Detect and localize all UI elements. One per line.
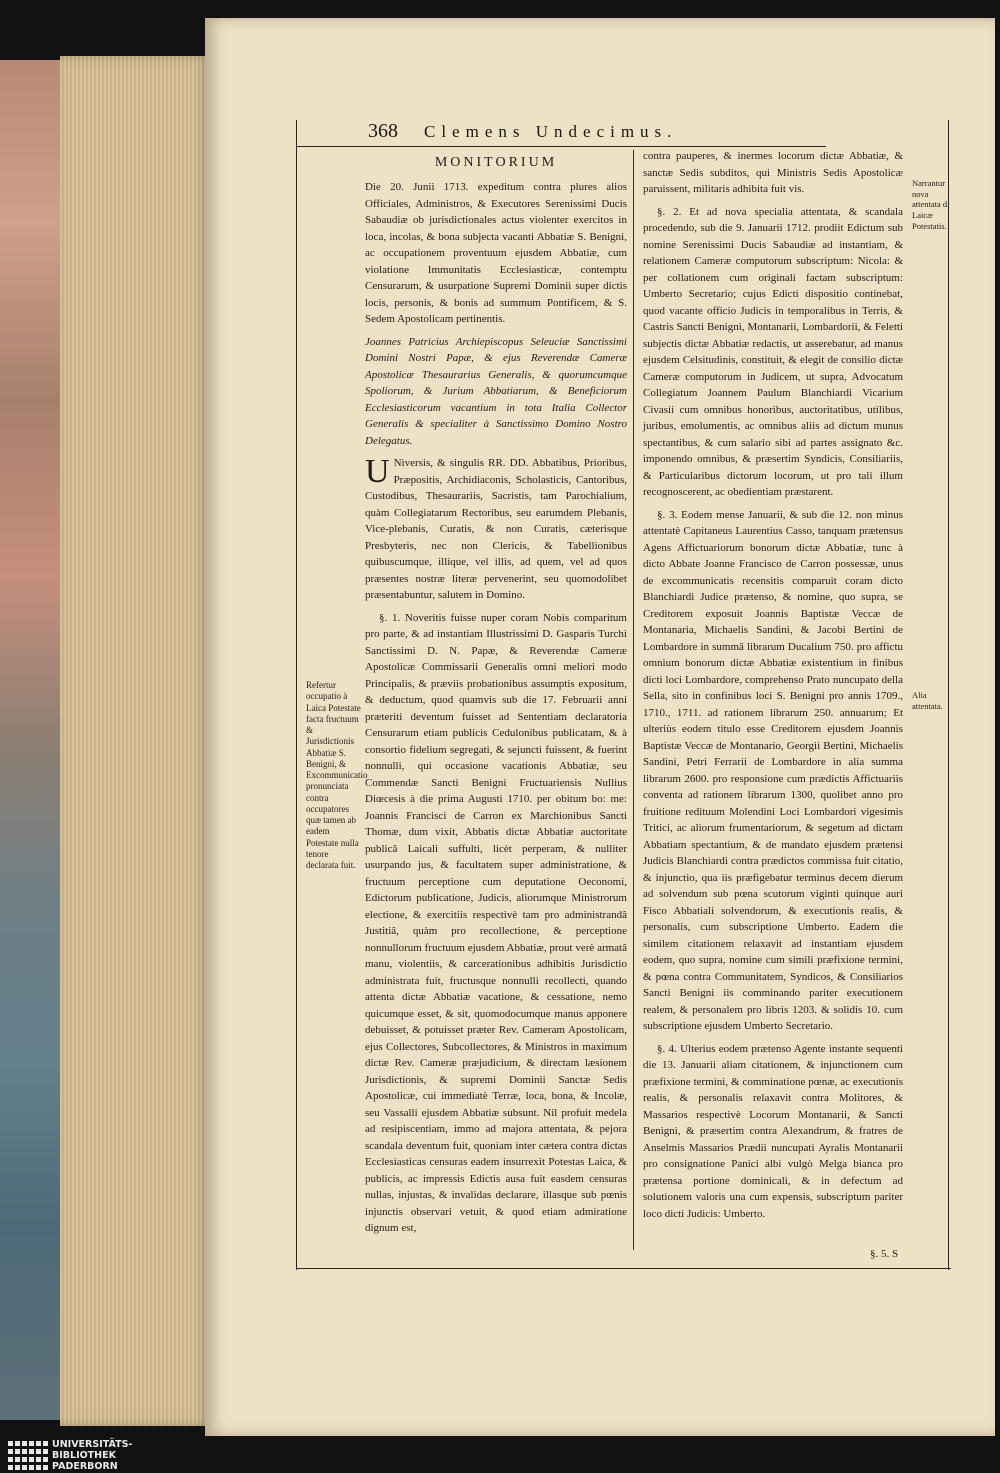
right-column <box>643 148 903 1228</box>
address-paragraph: Joannes Patricius Archiepiscopus Seleuciæ Sanctissimi Domini Nostri Papæ, & ejus Reverendæ Cameræ Apostolicæ Thesaurarius Generalis, & quorumcumque Spoliorum, & Jurium Abbatiarum, & Beneficiorum Ecclesiasticorum vacantium in tota Italia Collector Generalis & specialiter à Sanctissimo Domino Nostro Delegatus. <box>365 335 627 447</box>
body-paragraph-1-text: Niversis, & singulis RR. DD. Abbatibus, Prioribus, Præpositis, Archidiaconis, Scholasticis, Cantoribus, Custodibus, Thesaurariis, Sacristis, tam Parochialium, quàm Collegiatarum Rectoribus, seu earumdem Plebanis, Vice-plebanis, Curatis, & non Curatis, cæterisque Presbyteris, nec non Clericis, & Tabellionibus quibuscumque, illique, vel illis, ad quem, vel ad quos præsentes nostræ literæ pervenerint, seu quomodolibet præsentabuntur, salutem in Domino. <box>365 457 627 601</box>
library-name <box>52 1439 162 1472</box>
library-logo-icon <box>8 1441 46 1471</box>
running-head <box>368 120 838 146</box>
body-paragraph-1 <box>365 455 627 604</box>
page-block-edge <box>60 56 210 1426</box>
library-name-line-3: PADERBORN <box>52 1461 118 1472</box>
right-paragraph-2: §. 2. Et ad nova specialia attentata, & scandala procedendo, sub die 9. Januarii 1712. prodiit Edictum sub nomine Serenissimi Ducis Sabaudiæ ad instantiam, & relationem Cameræ computorum subscriptum: Nicola: & per collationem cum originali factam subscriptum: Umberto Secretario; cujus Edicti dispositio continebat, quod vacante officio Judicis in temporalibus in Terris, & Castris Sancti Benigni, Montanarii, Lombardorii, & Feletti subjectis dictæ Abbatiæ redactis, ut asserebatur, ad manus ejusdem Celsitudinis, constituit, & elegit de consilio dictæ Cameræ computorum in Judicem, ut supra, Advocatum Collegiatum Joannem Paulum Blanchiardi Vicarium Civasii cum omnibus honoribus, auctoritatibus, utilibus, juribus, emolumentis, ac omnibus aliis ad dictum munus spectantibus, & cum salario sibi ad partes assignato &c. imponendo omnibus, & præsertim Syndicis, Consiliariis, & Particularibus dictorum locorum, ut pro tali illum recognoscerent, ac obedientiam præstarent. <box>643 205 903 498</box>
margin-note-right-1: Narrantur nova attentata d. Laicæ Potestatis. <box>912 178 950 231</box>
body-paragraph-2: §. 1. Noveritis fuisse nuper coram Nobis comparitum pro parte, & ad instantiam Illustrissimi D. Gasparis Turchi Sanctissimi D. N. Papæ, & Reverendæ Cameræ Apostolicæ Commissarii Generalis omni meliori modo Principalis, & præviis probationibus assumptis expositum, & deductum, quod quamvis sub die 17. Februarii anni præteriti deventum fuisset ad Sententiam declaratoria Censurarum etiam publicis Cedulonibus publicatam, & à consortio fidelium segregati, & sejuncti fuissent, & fuerint nonnulli, qui occasione vacationis Abbatiæ, seu Commendæ Sancti Benigni Fructuariensis Nullius Diœcesis à die prima Augusti 1710. per obitum bo: me: Joannis Francisci de Carron ex Marchionibus Sancti Thomæ, dum vixit, Abbatis dictæ Abbatiæ auctoritate publicâ Laicali suffulti, licèt perperam, & nulliter usurpando jus, & facultatem super administratione, & fructuum perceptione cum deputatione Oeconomi, Edictorum publicatione, Judicis, aliorumque Ministrorum electione, & exercitiis respectivè tam pro administrandâ Justitiâ, quàm pro recollectione, & perceptione nonnullorum fructuum ejusdem Abbatiæ, prout verè armatâ manu, violentiis, & carcerationibus adhibitis Jurisdictio administrata fuit, fructusque nonnulli recollecti, quando attenta dictæ Abbatiæ vacatione, & cessatione, nemo quicumque esset, & sit, quomodocumque manus apponere debuisset, & potuisset præter Rev. Cameram Apostolicam, ejus Collectores, Subcollectores, & Ministros in maximum dictæ Rev. Cameræ præjudicium, & directam læsionem Jurisdictionis, & supremi Dominii Sanctæ Sedis Apostolicæ, cui immediatè Terræ, loca, bona, & Incolæ, seu Vassalli ejusdem Abbatiæ subsunt. Nil profuit medela ad resipiscentiam, immo ad majora attentata, & pejora scandala deventum fuit, quoniam inter cætera contra dictas Ecclesiasticas censuras eadem insurrexit Potestas Laica, & publicis, ac impressis Edictis ausa fuit easdem censuras nullas, injustas, & invalidas declarare, illasque sub pœnis injunctis observari vetuit, & quod etiam admiratione dignum est, <box>365 611 627 1234</box>
frame-left-rule <box>296 120 297 1270</box>
document-title: MONITORIUM <box>434 155 558 170</box>
right-paragraph-3: §. 3. Eodem mense Januarii, & sub die 12. non minus attentatè Capitaneus Laurentius Casso, tanquam prætensus Agens Affictuariorum bonorum dictæ Abbatiæ, tunc à dicto Abbate Joanne Francisco de Carron possessæ, unus de excommunicatis recensitis comparuit coram dicto Blanchiardi Judice prætenso, & nomine, quo supra, se Creditorem exposuit Joannis Baptistæ Veccæ de Montanaria, Michaelis Sandini, & Jacobi Bertini de Lombardore in summâ librarum Ducalium 750. pro affictu omnium bonorum dictæ Abbatiæ existentium in finibus dicti loci Lombardore, comprehenso Prato nuncupato della Sella, sito in confinibus loci S. Benigni pro annis 1709., 1710., 1711. ad rationem librarum 250. annuarum; Et ulteriùs eodem titulo esse Creditorem ejusdem Joannis Baptistæ Veccæ de Montanario, Georgii Bertini, Michaelis Sandini, Petri Ferrarii de Lombardore in alia summa librarum 2600. pro responsione cum prædictis Affictuariis conventa ad rationem librarum 1300, quolibet anno pro fruitione redituum Molendini Loci Lombardori vigesimis Tritici, ac aliorum frumentariorum, & segetum ad dictam Abbatiam spectantium, & de mandato ejusdem prætensi Judicis Blanchiardi contra prædictos commissa fuit citatio, & injunctio, qua iis præfigebatur terminus decem dierum ad solvendum sub pœna scutorum viginti quinque auri Fisco Abbatiali solvendorum, & executionis realis, & personalis, cum subscriptione Umberto. Eadem die similem citationem relaxavit ad instantiam ejusdem eodem, quo supra, nomine cum simili præfixione termini, & pœna contra Communitatem, Syndicos, & Consiliarios Sancti Benigni iis comminando pariter executionem realem, & personalem pro libris 1203. & solidis 10. cum subscriptione ejusdem Umberto Secretario. <box>643 508 903 1032</box>
header-rule <box>296 146 826 147</box>
right-paragraph-1: contra pauperes, & inermes locorum dictæ Abbatiæ, & sanctæ Sedis subditos, qui Ministris Sedis Apostolicæ paruissent, militaris adhibita fuit vis. <box>643 150 903 195</box>
column-divider <box>633 150 634 1250</box>
intro-paragraph: Die 20. Junii 1713. expeditum contra plures alios Officiales, Administros, & Executores Serenissimi Ducis Sabaudiæ ob jurisdictionales actus violenter exercitos in loca, incolas, & bona subjecta vacanti Abbatiæ S. Benigni, ac occupationem proventuum ejusdem Abbatiæ, cum violatione Immunitatis Ecclesiasticæ, contemptu Censurarum, & usurpatione Supremi Dominii super dictis locis, personis, & bonis ad summum Pontificem, & S. Sedem Apostolicam pertinentis. <box>365 181 627 325</box>
catchword: §. 5. S <box>870 1248 899 1260</box>
page-number: 368 <box>368 120 398 142</box>
library-name-line-1: UNIVERSITÄTS- <box>52 1439 133 1450</box>
left-column <box>365 152 627 1243</box>
drop-initial: U <box>365 453 390 490</box>
footer-rule <box>296 1268 951 1269</box>
margin-note-left: Refertur occupatio à Laica Potestate facta fructuum & Jurisdictionis Abbatiæ S. Benigni, & Excommunicatio pronunciata contra occupatores quæ tamen ab eadem Potestate nulla tenore declarata fuit. <box>306 680 368 870</box>
library-name-line-2: BIBLIOTHEK <box>52 1450 116 1461</box>
margin-note-right-2: Alia attentata. <box>912 690 943 711</box>
right-paragraph-4: §. 4. Ulterius eodem prætenso Agente instante sequenti die 13. Januarii aliam citationem, & injunctionem cum præfixione termini, & comminatione pœnæ, ac executionis realis, & personalis relaxavit contra Molitores, & Massarios respectivè Locorum Montanarii, & Sancti Benigni, & præsertim contra Alexandrum, & fratres de Anselmis Massarios Prædii nuncupati Ayralis Montanarii pro consignatione Panici albi vulgò Melga bianca pro prætensa portione dominicali, & in defectum ad solutionem valoris una cum expensis, subscriptum pariter loco dicti Judicis: Umberto. <box>643 1042 903 1220</box>
running-head-title: Clemens Undecimus. <box>424 122 678 141</box>
